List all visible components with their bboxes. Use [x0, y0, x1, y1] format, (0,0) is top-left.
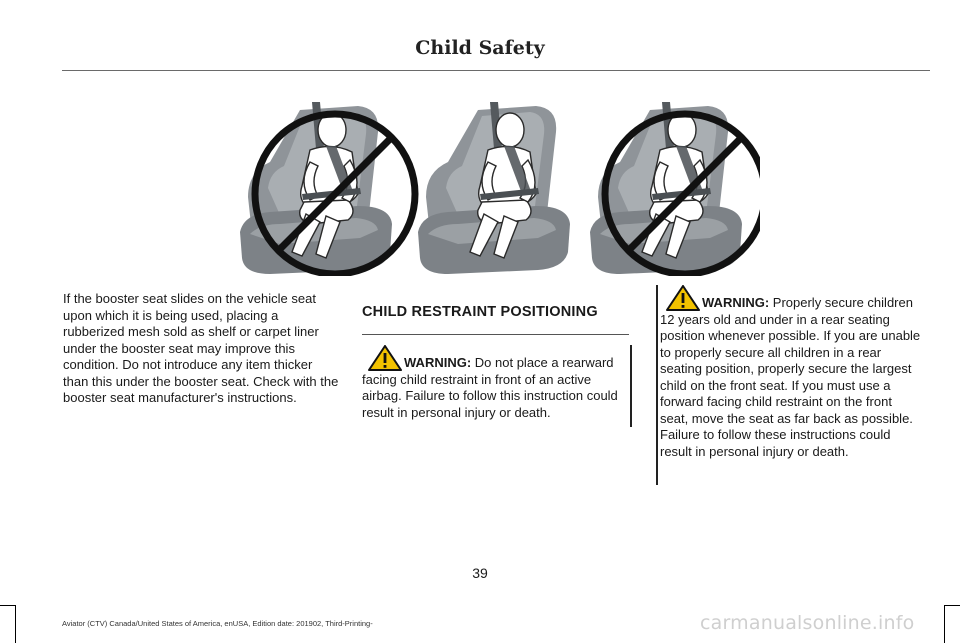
page-number: 39 [472, 565, 488, 581]
section-heading: CHILD RESTRAINT POSITIONING [362, 304, 598, 320]
crop-mark [944, 605, 960, 606]
warning-block-rear-seating [656, 285, 923, 485]
section-divider [362, 334, 629, 335]
watermark: carmanualsonline.info [700, 612, 915, 634]
booster-seat-paragraph: If the booster seat slides on the vehicle seat upon which it is being used, placing a rubberized mesh sold as shelf or carpet liner under the booster seat may improve this condition. Do not introduce any item thicker than this under the booster seat. Check with the booster seat manufacturer's instructions. [63, 291, 339, 405]
warning-text: Do not place a rearward facing child restraint in front of an active airbag. Failure to follow this instruction could result in personal injury or death. [362, 355, 618, 420]
panel-incorrect-right [590, 102, 760, 274]
panel-incorrect-left [240, 102, 415, 274]
warning-triangle-icon [368, 345, 402, 371]
warning-text: Properly secure children 12 years old and under in a rear seating position whenever possible. If you are unable to properly secure all children in a rear seating position, properly secure the largest child on the front seat. If you must use a forward facing child restraint on the front seat, move the seat as far back as possible. Failure to follow these instructions could result in personal injury or death. [660, 295, 921, 459]
panel-correct-center [418, 102, 570, 274]
warning-block-airbag [362, 345, 632, 427]
warning-label: WARNING: [404, 355, 472, 370]
page-title: Child Safety [415, 37, 545, 59]
warning-triangle-icon [666, 285, 700, 311]
crop-mark [15, 605, 16, 643]
booster-seat-illustration [240, 100, 760, 276]
crop-mark [0, 605, 16, 606]
edition-footer: Aviator (CTV) Canada/United States of America, enUSA, Edition date: 201902, Third-Printing- [62, 619, 373, 628]
crop-mark [944, 605, 945, 643]
warning-label: WARNING: [702, 295, 770, 310]
header-divider [62, 70, 930, 71]
